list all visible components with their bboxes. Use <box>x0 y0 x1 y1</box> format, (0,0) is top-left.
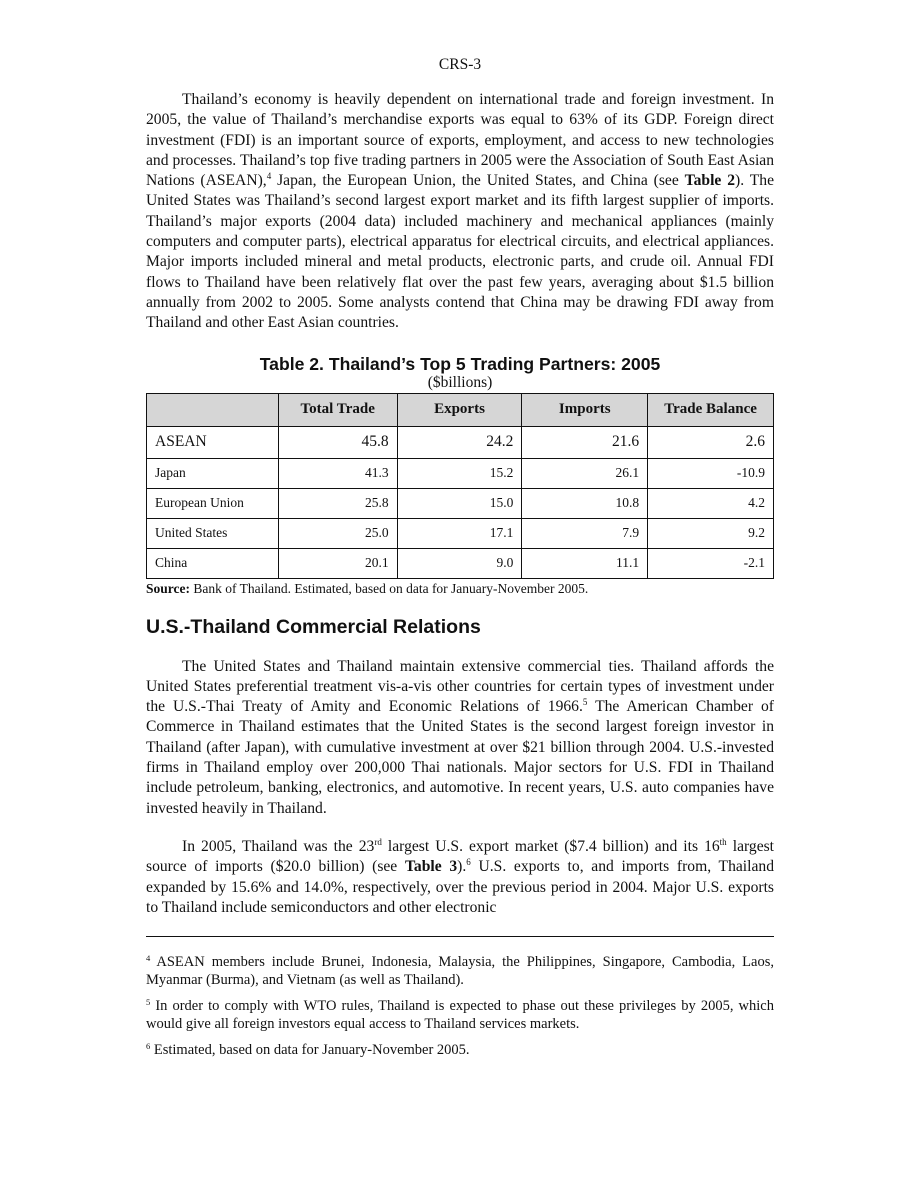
table-reference: Table 3 <box>404 858 458 876</box>
text-run: U.S. exports to, and imports from, Thailand expanded by 15.6% and 14.0%, respectively, over the previous period in 2004. Major U.S. exports to Thailand include semiconductors and other electronic <box>146 858 774 916</box>
partner-cell: China <box>147 548 279 578</box>
value-cell: 11.1 <box>522 548 648 578</box>
text-run: The American Chamber of Commerce in Thailand estimates that the United States is the second largest foreign investor in Thailand (after Japan), with cumulative investment at over $21 billion through 2004. U.S.-invested firms in Thailand employ over 200,000 Thai nationals. Major sectors for U.S. FDI in Thailand include petroleum, banking, electronics, and automotive. In recent years, U.S. auto companies have invested heavily in Thailand. <box>146 698 774 817</box>
value-cell: 45.8 <box>278 426 397 458</box>
table-row <box>147 426 774 458</box>
value-cell: 10.8 <box>522 488 648 518</box>
footnote-divider <box>146 936 774 937</box>
text-run: ). The United States was Thailand’s second largest export market and its fifth largest supplier of imports. Thailand’s major exports (2004 data) included machinery and mechanical appliances (mainly computers and computer parts), electrical apparatus for electrical circuits, and electrical appliances. Major imports included mineral and metal products, electronic parts, and crude oil. Annual FDI flows to Thailand have been relatively flat over the past few years, averaging about $1.5 billion annually from 2002 to 2005. Some analysts contend that China may be drawing FDI away from Thailand and other East Asian countries. <box>146 172 774 332</box>
text-run: largest source of imports ($20.0 billion) (see <box>146 837 775 876</box>
spacer <box>146 819 774 837</box>
partner-cell: United States <box>147 518 279 548</box>
source-label: Source: <box>146 580 190 596</box>
table-source-note <box>146 581 774 597</box>
text-run: ). <box>457 858 467 876</box>
value-cell: 21.6 <box>522 426 648 458</box>
table-row <box>147 518 774 548</box>
footnote-ref[interactable]: 5 <box>582 697 588 708</box>
value-cell: -10.9 <box>648 458 774 488</box>
value-cell: 15.0 <box>397 488 522 518</box>
text-run: Thailand’s economy is heavily dependent on international trade and foreign investment. In 2005, the value of Thailand’s merchandise exports was equal to 63% of its GDP. Foreign direct investment (FDI) is an important source of exports, employment, and access to new technologies and processes. Thailand’s top five trading partners in 2005 were the Association of South East Asian Nations (ASEAN), <box>146 91 774 190</box>
page-content <box>146 56 774 1059</box>
partner-cell: ASEAN <box>147 426 279 458</box>
footnote-number: 5 <box>146 997 151 1008</box>
table-units: ($billions) <box>427 373 493 391</box>
text-run: Japan, the European Union, the United States, and China (see <box>271 172 685 190</box>
footnote-ref[interactable]: 6 <box>466 857 471 868</box>
footnote-text: In order to comply with WTO rules, Thailand is expected to phase out these privileges by 2005, which would give all foreign investors equal access to Thailand services markets. <box>146 998 774 1033</box>
footnote <box>146 1041 774 1059</box>
value-cell: -2.1 <box>648 548 774 578</box>
text-run: In 2005, Thailand was the 23 <box>182 837 375 855</box>
trading-partners-table <box>146 393 774 579</box>
value-cell: 41.3 <box>278 458 397 488</box>
value-cell: 24.2 <box>397 426 522 458</box>
column-header: Total Trade <box>278 393 397 426</box>
value-cell: 7.9 <box>522 518 648 548</box>
column-header <box>147 393 279 426</box>
source-text: Bank of Thailand. Estimated, based on data for January-November 2005. <box>190 580 589 596</box>
footnote <box>146 953 774 989</box>
page-header: CRS-3 <box>438 56 482 73</box>
value-cell: 9.0 <box>397 548 522 578</box>
paragraph-trade-overview <box>146 90 774 334</box>
value-cell: 2.6 <box>648 426 774 458</box>
column-header: Exports <box>397 393 522 426</box>
value-cell: 15.2 <box>397 458 522 488</box>
footnote-ref[interactable]: 4 <box>266 171 272 182</box>
value-cell: 20.1 <box>278 548 397 578</box>
value-cell: 25.8 <box>278 488 397 518</box>
text-run: The United States and Thailand maintain extensive commercial ties. Thailand affords the United States preferential treatment vis-a-vis other countries for certain types of investment under the U.S.-Thai Treaty of Amity and Economic Relations of 1966. <box>146 657 774 716</box>
table-row <box>147 548 774 578</box>
value-cell: 4.2 <box>648 488 774 518</box>
paragraph-exports-imports <box>146 837 774 918</box>
footnote <box>146 997 774 1033</box>
table-header-row <box>147 393 774 426</box>
ordinal-suffix: th <box>719 836 727 847</box>
text-run: largest U.S. export market ($7.4 billion) and its 16 <box>381 837 720 855</box>
column-header: Imports <box>522 393 648 426</box>
table-row <box>147 488 774 518</box>
footnote-text: ASEAN members include Brunei, Indonesia, Malaysia, the Philippines, Singapore, Cambodia, Laos, Myanmar (Burma), and Vietnam (as well as Thailand). <box>146 954 774 989</box>
spacer <box>146 639 774 657</box>
partner-cell: Japan <box>147 458 279 488</box>
footnote-text: Estimated, based on data for January-November 2005. <box>150 1042 470 1059</box>
value-cell: 9.2 <box>648 518 774 548</box>
value-cell: 26.1 <box>522 458 648 488</box>
footnote-number: 6 <box>146 1041 151 1052</box>
ordinal-suffix: rd <box>374 836 382 847</box>
table-title: Table 2. Thailand’s Top 5 Trading Partners: 2005 <box>259 353 661 374</box>
footnote-number: 4 <box>146 953 151 964</box>
partner-cell: European Union <box>147 488 279 518</box>
table-reference: Table 2 <box>684 172 736 190</box>
paragraph-commercial-ties <box>146 657 774 819</box>
column-header: Trade Balance <box>648 393 774 426</box>
value-cell: 25.0 <box>278 518 397 548</box>
section-heading: U.S.-Thailand Commercial Relations <box>146 615 481 638</box>
value-cell: 17.1 <box>397 518 522 548</box>
table-row <box>147 458 774 488</box>
